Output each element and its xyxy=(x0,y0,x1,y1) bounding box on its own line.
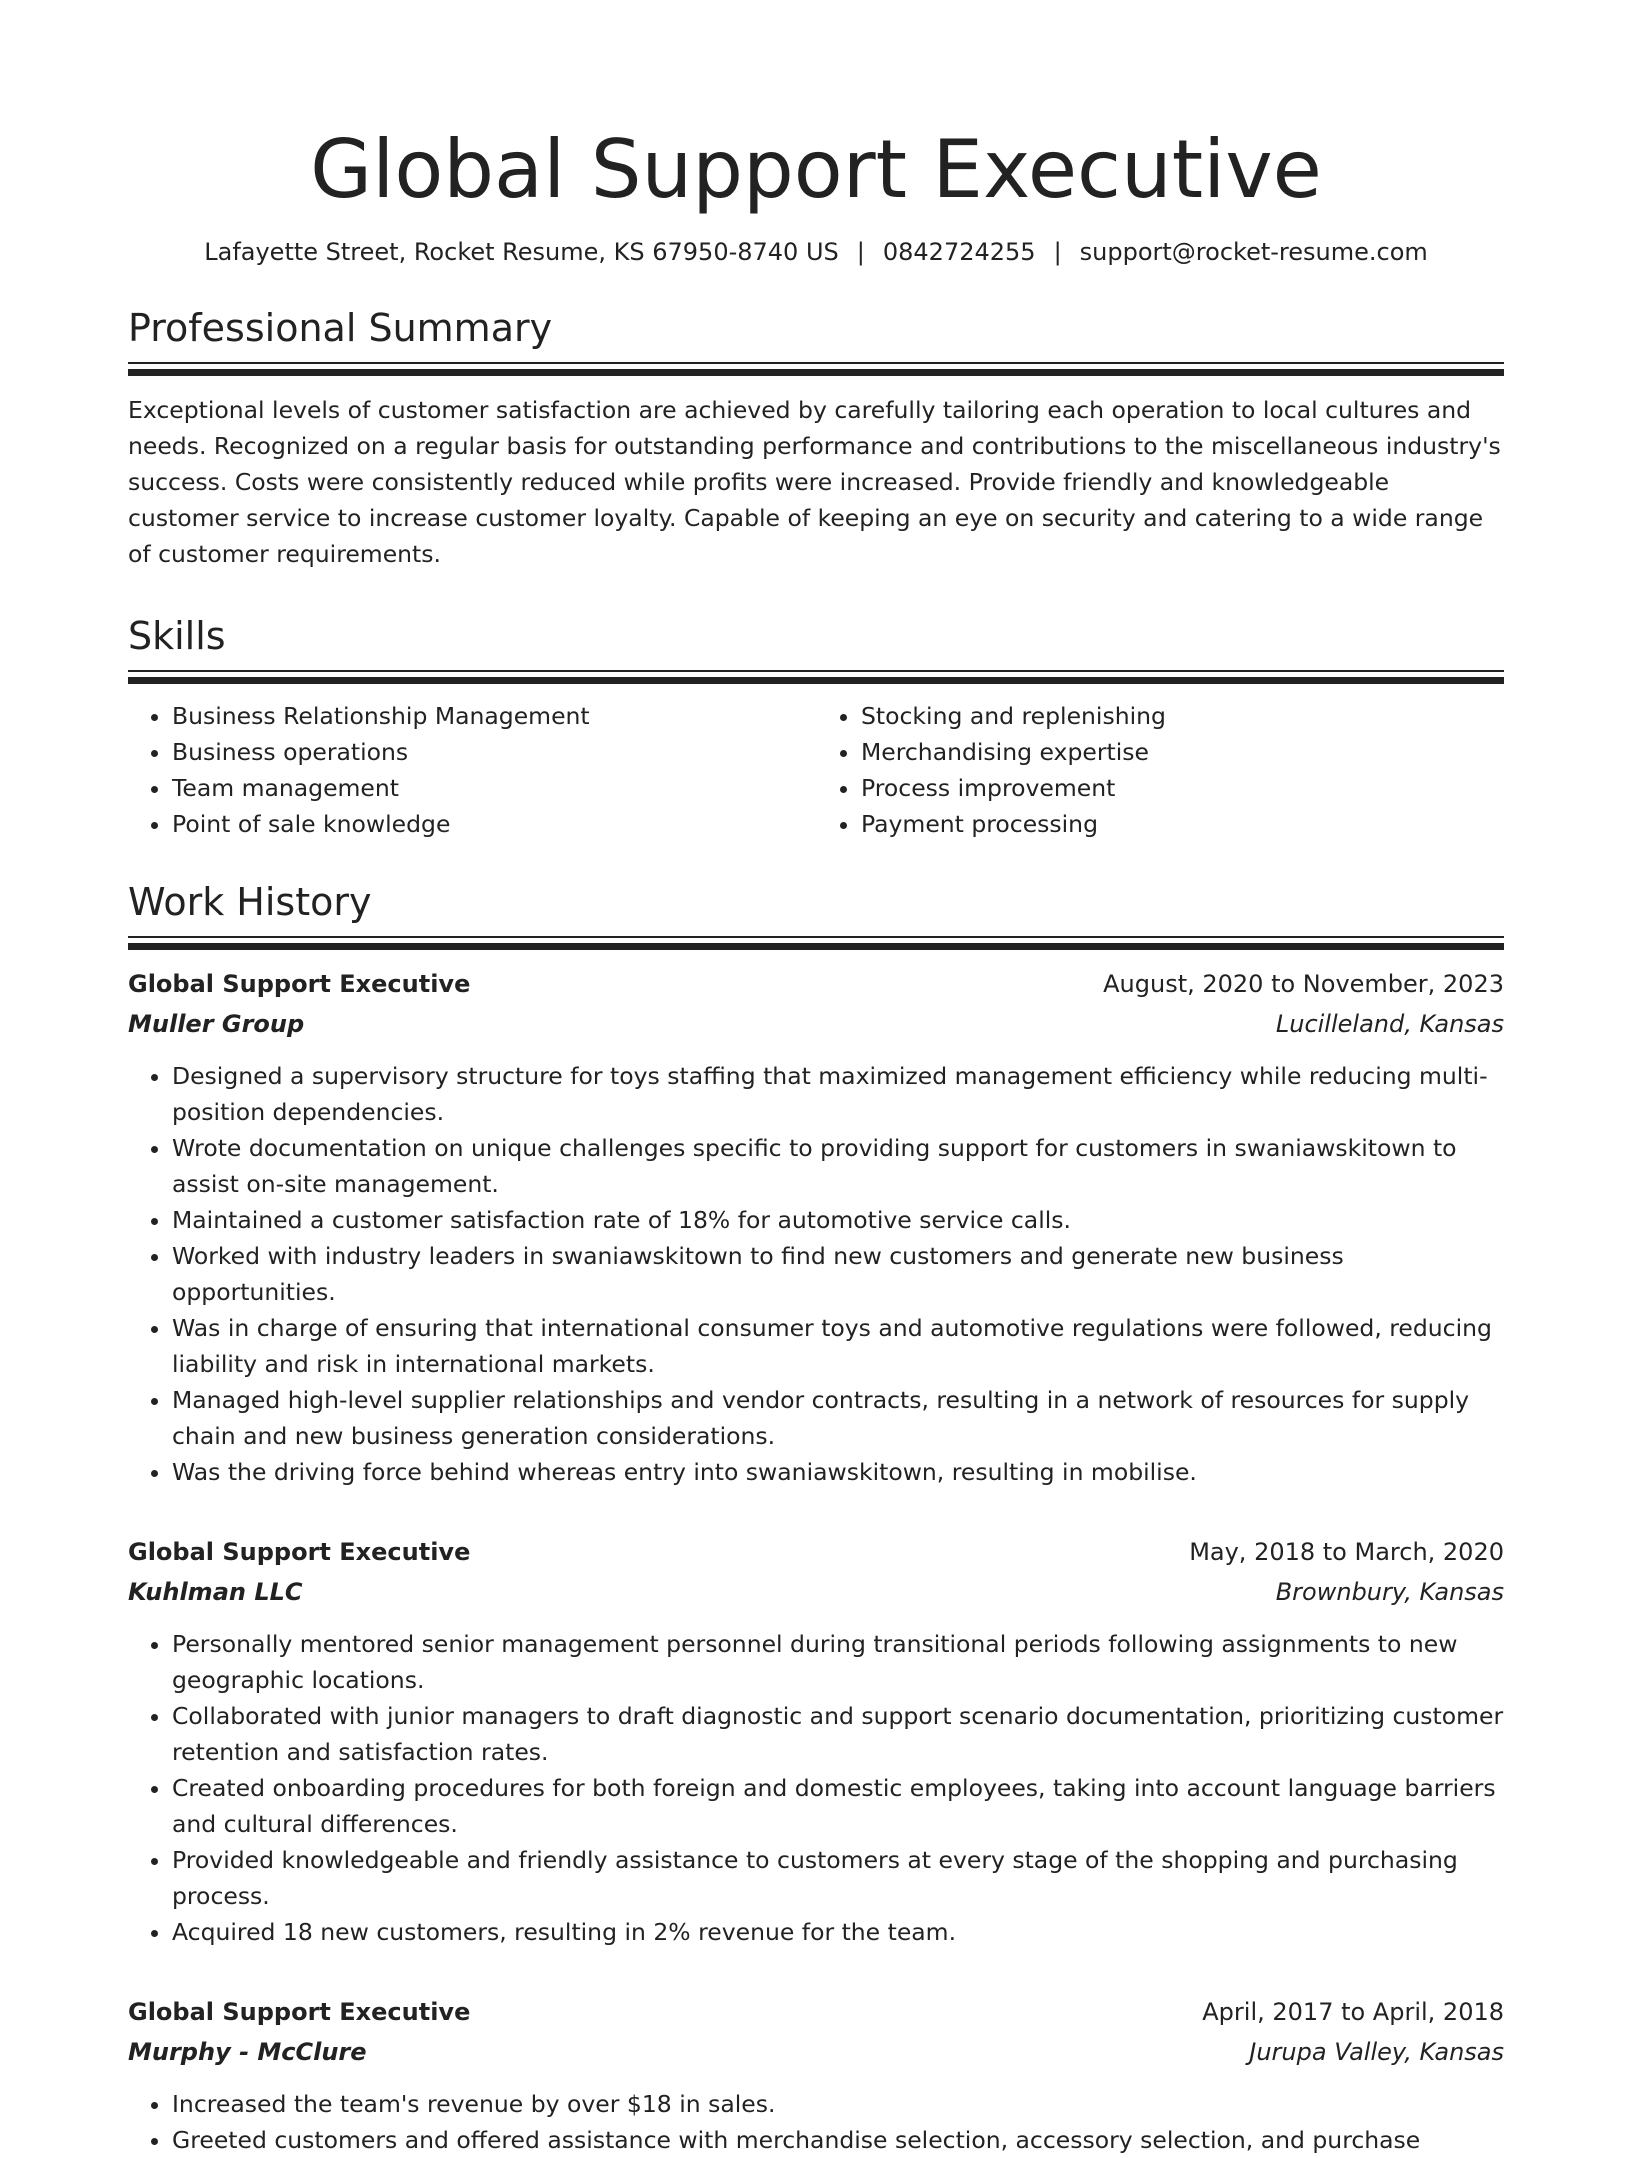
job-dates: April, 2017 to April, 2018 xyxy=(1202,1998,1504,2026)
phone: 0842724255 xyxy=(882,238,1036,266)
list-item: • Managed high-level supplier relationships and vendor contracts, resulting in a network of resources for supply chain and new business generation considerations. xyxy=(172,1382,1504,1454)
job-bullets xyxy=(128,2086,1504,2158)
list-item: • Maintained a customer satisfaction rate of 18% for automotive service calls. xyxy=(172,1202,1504,1238)
list-item: • Acquired 18 new customers, resulting in 2% revenue for the team. xyxy=(172,1914,1504,1950)
skills-list xyxy=(128,698,1504,842)
page-title: Global Support Executive xyxy=(310,123,1322,216)
resume-page xyxy=(128,0,1504,2158)
skills-section xyxy=(128,612,1504,842)
work-section xyxy=(128,878,1504,2158)
skill-item: • Point of sale knowledge xyxy=(172,806,815,842)
summary-text: Exceptional levels of customer satisfaction are achieved by carefully tailoring each operation to local cultures and needs. Recognized on a regular basis for outstanding performance and contributions to the miscellaneous industry's success. Costs were consistently reduced while profits were increased. Provide friendly and knowledgeable customer service to increase customer loyalty. Capable of keeping an eye on security and catering to a wide range of customer requirements. xyxy=(128,396,1501,568)
list-item: • Was in charge of ensuring that international consumer toys and automotive regulations were followed, reducing liability and risk in international markets. xyxy=(172,1310,1504,1382)
job-location: Lucilleland, Kansas xyxy=(1275,1010,1504,1038)
list-item: • Wrote documentation on unique challenges specific to providing support for customers in swaniawskitown to assist on-site management. xyxy=(172,1130,1504,1202)
job-title: Global Support Executive xyxy=(128,970,471,998)
divider xyxy=(128,369,1504,376)
skill-item: • Process improvement xyxy=(861,770,1504,806)
email: support@rocket-resume.com xyxy=(1079,238,1428,266)
list-item: • Was the driving force behind whereas entry into swaniawskitown, resulting in mobilise. xyxy=(172,1454,1504,1490)
company-name: Murphy - McClure xyxy=(128,2038,367,2066)
divider xyxy=(128,943,1504,950)
divider xyxy=(128,670,1504,672)
list-item: • Greeted customers and offered assistance with merchandise selection, accessory selection, and purchase xyxy=(172,2122,1504,2158)
job-location: Brownbury, Kansas xyxy=(1275,1578,1504,1606)
list-item: • Designed a supervisory structure for toys staffing that maximized management efficiency while reducing multi-position dependencies. xyxy=(172,1058,1504,1130)
job-title: Global Support Executive xyxy=(128,1538,471,1566)
divider xyxy=(128,677,1504,684)
company-name: Kuhlman LLC xyxy=(128,1578,303,1606)
list-item: • Personally mentored senior management personnel during transitional periods following assignments to new geographic locations. xyxy=(172,1626,1504,1698)
skill-item: • Payment processing xyxy=(861,806,1504,842)
summary-heading: Professional Summary xyxy=(128,306,553,350)
list-item: • Worked with industry leaders in swaniawskitown to find new customers and generate new business opportunities. xyxy=(172,1238,1504,1310)
job-entry xyxy=(128,1532,1504,1950)
skills-column-right xyxy=(815,698,1504,842)
job-dates: May, 2018 to March, 2020 xyxy=(1189,1538,1504,1566)
job-entry xyxy=(128,1992,1504,2158)
skills-heading: Skills xyxy=(128,614,226,658)
job-bullets xyxy=(128,1626,1504,1950)
skill-item: • Business operations xyxy=(172,734,815,770)
skill-item: • Merchandising expertise xyxy=(861,734,1504,770)
work-heading: Work History xyxy=(128,880,372,924)
separator: | xyxy=(856,238,865,266)
skill-item: • Team management xyxy=(172,770,815,806)
job-entry xyxy=(128,964,1504,1490)
list-item: • Provided knowledgeable and friendly assistance to customers at every stage of the shopping and purchasing process. xyxy=(172,1842,1504,1914)
skills-column-left xyxy=(128,698,815,842)
divider xyxy=(128,362,1504,364)
contact-line xyxy=(128,236,1504,268)
summary-section xyxy=(128,304,1504,572)
skill-item: • Business Relationship Management xyxy=(172,698,815,734)
skill-item: • Stocking and replenishing xyxy=(861,698,1504,734)
list-item: • Created onboarding procedures for both foreign and domestic employees, taking into account language barriers and cultural differences. xyxy=(172,1770,1504,1842)
company-name: Muller Group xyxy=(128,1010,305,1038)
divider xyxy=(128,936,1504,938)
address: Lafayette Street, Rocket Resume, KS 67950-8740 US xyxy=(204,238,839,266)
list-item: • Increased the team's revenue by over $18 in sales. xyxy=(172,2086,1504,2122)
job-location: Jurupa Valley, Kansas xyxy=(1249,2038,1504,2066)
job-dates: August, 2020 to November, 2023 xyxy=(1103,970,1504,998)
job-title: Global Support Executive xyxy=(128,1998,471,2026)
list-item: • Collaborated with junior managers to draft diagnostic and support scenario documentation, prioritizing customer retention and satisfaction rates. xyxy=(172,1698,1504,1770)
job-bullets xyxy=(128,1058,1504,1490)
separator: | xyxy=(1053,238,1062,266)
